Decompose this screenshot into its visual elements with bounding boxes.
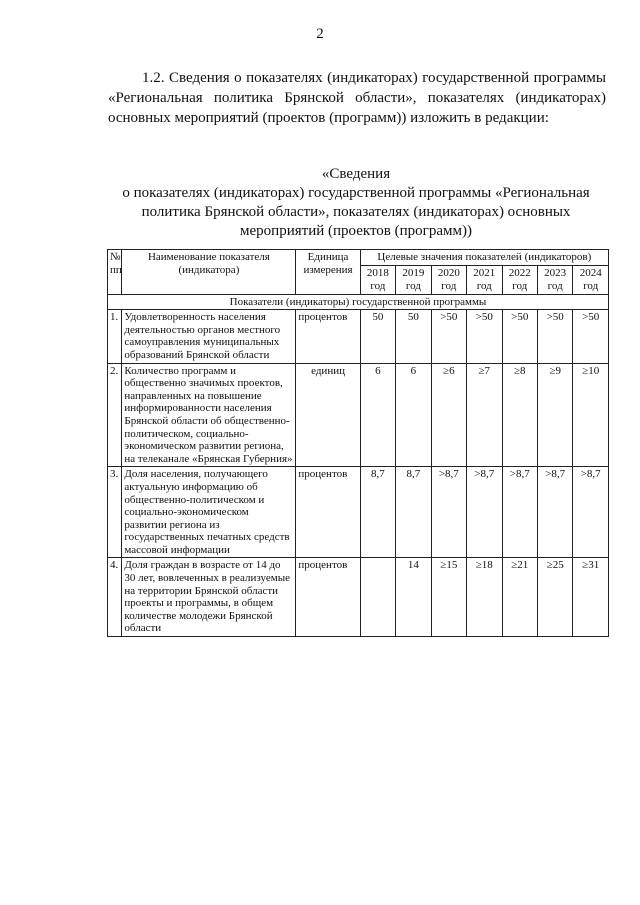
title-line: политика Брянской области», показателях (индикаторах) основных xyxy=(141,204,571,220)
page-number: 2 xyxy=(316,26,324,42)
header-year: 2019 год xyxy=(396,265,431,294)
row-number: 1. xyxy=(108,310,122,363)
table-row xyxy=(108,558,609,637)
table-row xyxy=(108,363,609,467)
header-no: № пп xyxy=(108,250,122,295)
intro-line: 1.2. Сведения о показателях (индикаторах) государственной xyxy=(142,70,530,86)
table-row xyxy=(108,467,609,558)
row-value: ≥10 xyxy=(573,363,609,467)
row-value: 50 xyxy=(396,310,431,363)
row-value: ≥6 xyxy=(431,363,466,467)
row-value: >8,7 xyxy=(573,467,609,558)
table-header-row xyxy=(108,250,609,266)
row-value: >50 xyxy=(537,310,572,363)
row-value: ≥15 xyxy=(431,558,466,637)
row-value: ≥9 xyxy=(537,363,572,467)
header-unit: Единица измерения xyxy=(296,250,360,295)
row-value: >8,7 xyxy=(537,467,572,558)
table-row xyxy=(108,310,609,363)
row-unit: процентов xyxy=(296,310,360,363)
intro-line: (индикаторах) основных мероприятий (проектов (программ)) изложить xyxy=(108,90,606,126)
indicators-table xyxy=(107,249,609,637)
row-value: 14 xyxy=(396,558,431,637)
header-year: 2023 год xyxy=(537,265,572,294)
row-value: 50 xyxy=(360,310,395,363)
title-line: мероприятий (проектов (программ)) xyxy=(240,223,472,239)
section-row xyxy=(108,294,609,310)
title-line: о показателях (индикаторах) государственной программы «Региональная xyxy=(122,185,590,201)
intro-paragraph xyxy=(108,68,606,128)
row-name: Количество программ и общественно значимых проектов, направленных на повышение информированности населения Брянской области об общественно-политическом, социально-экономическом развитии региона, на телеканале «Брянская Губерния» xyxy=(122,363,296,467)
row-value: 6 xyxy=(396,363,431,467)
row-name: Доля граждан в возрасте от 14 до 30 лет, вовлеченных в реализуемые на территории Брянской области проекты и программы, в общем количестве молодежи Брянской области xyxy=(122,558,296,637)
intro-line: программы «Региональная политика Брянской области», показателях xyxy=(108,70,606,106)
row-number: 2. xyxy=(108,363,122,467)
row-value: ≥7 xyxy=(467,363,502,467)
row-value: ≥25 xyxy=(537,558,572,637)
row-value: ≥18 xyxy=(467,558,502,637)
row-value: >8,7 xyxy=(502,467,537,558)
row-value xyxy=(360,558,395,637)
row-value: 8,7 xyxy=(360,467,395,558)
row-value: >50 xyxy=(502,310,537,363)
row-name: Доля населения, получающего актуальную информацию об общественно-политическом и социально-экономическом развитии региона из государственных печатных средств массовой информации xyxy=(122,467,296,558)
row-number: 3. xyxy=(108,467,122,558)
row-value: >50 xyxy=(467,310,502,363)
row-value: 6 xyxy=(360,363,395,467)
row-value: >50 xyxy=(573,310,609,363)
row-value: >50 xyxy=(431,310,466,363)
document-title xyxy=(100,165,612,241)
row-name: Удовлетворенность населения деятельностью органов местного самоуправления муниципальных образований Брянской области xyxy=(122,310,296,363)
row-number: 4. xyxy=(108,558,122,637)
intro-line: в редакции: xyxy=(474,110,549,126)
header-year: 2020 год xyxy=(431,265,466,294)
header-year: 2021 год xyxy=(467,265,502,294)
row-value: ≥8 xyxy=(502,363,537,467)
row-value: ≥31 xyxy=(573,558,609,637)
row-value: 8,7 xyxy=(396,467,431,558)
section-title: Показатели (индикаторы) государственной программы xyxy=(108,294,609,310)
header-year: 2024 год xyxy=(573,265,609,294)
row-value: >8,7 xyxy=(431,467,466,558)
row-unit: процентов xyxy=(296,558,360,637)
row-value: >8,7 xyxy=(467,467,502,558)
header-targets: Целевые значения показателей (индикаторов) xyxy=(360,250,608,266)
row-value: ≥21 xyxy=(502,558,537,637)
header-name: Наименование показателя (индикатора) xyxy=(122,250,296,295)
title-line: «Сведения xyxy=(321,166,391,182)
header-year: 2022 год xyxy=(502,265,537,294)
header-year: 2018 год xyxy=(360,265,395,294)
row-unit: единиц xyxy=(296,363,360,467)
row-unit: процентов xyxy=(296,467,360,558)
